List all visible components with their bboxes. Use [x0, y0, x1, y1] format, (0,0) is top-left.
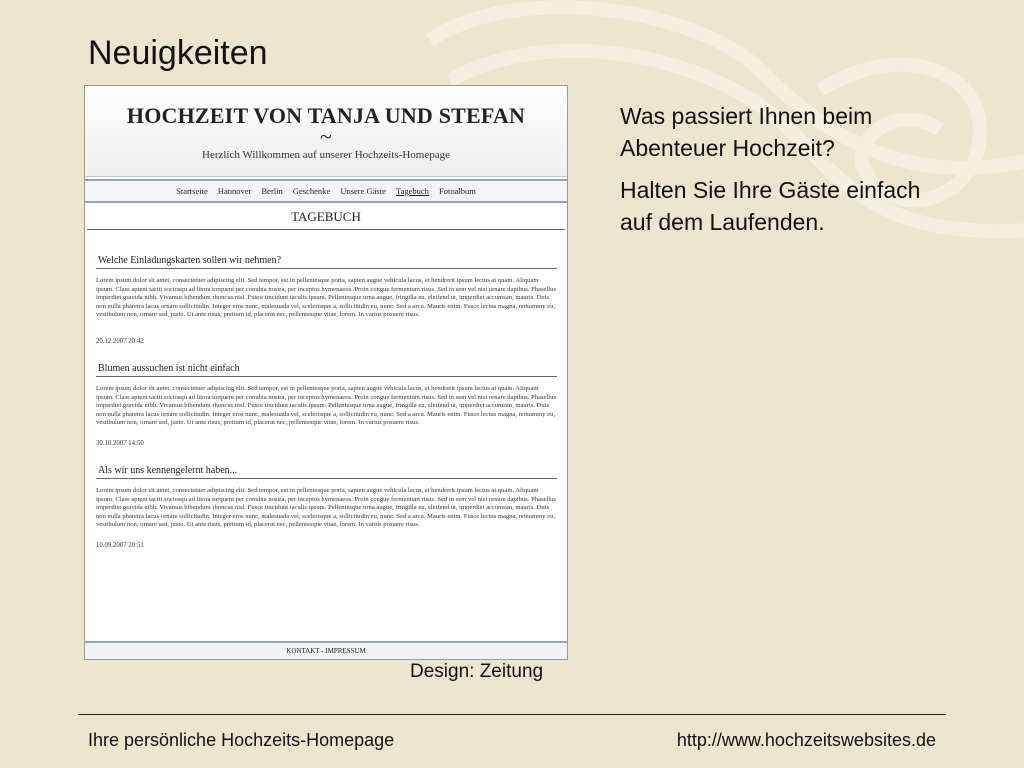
side-text	[620, 100, 940, 248]
post	[96, 363, 557, 447]
nav-item-berlin[interactable]: Berlin	[261, 186, 283, 196]
nav-item-tagebuch[interactable]: Tagebuch	[396, 186, 429, 196]
nav-item-hannover[interactable]: Hannover	[217, 186, 252, 196]
site-footer-link[interactable]: KONTAKT - IMPRESSUM	[85, 641, 567, 659]
post-list	[85, 255, 567, 549]
post-date: 10.09.2007 20:51	[96, 541, 144, 549]
post-heading[interactable]: Blumen aussuchen ist nicht einfach	[96, 363, 557, 377]
nav-item-unsere-gaeste[interactable]: Unsere Gäste	[340, 186, 386, 196]
post	[96, 465, 557, 549]
site-subtitle: Herzlich Willkommen auf unserer Hochzeits-Homepage	[202, 149, 450, 161]
post	[96, 255, 557, 345]
nav-item-geschenke[interactable]: Geschenke	[292, 186, 331, 196]
section-title: TAGEBUCH	[87, 209, 565, 230]
slide-title: Neuigkeiten	[88, 34, 268, 72]
nav-item-startseite[interactable]: Startseite	[176, 186, 208, 196]
design-caption: Design: Zeitung	[410, 661, 544, 682]
site-tilde: ~	[320, 124, 332, 149]
post-body: Lorem ipsum dolor sit amet, consectetuer adipiscing elit. Sed tempor, est in pellentesque porta, sapien augue vehicula lacus, et hendrerit ipsum lectus at quam. Aliquam ipsum. Class aptent taciti sociosqu ad litora torquent per conubia nostra, per inceptos hymenaeos. Proin congue fermentum risus. Sed in sem vel nisi ornare dapibus. Phasellus imperdiet gravida nibh. Vivamus bibendum rhoncus nisl. Fusce tincidunt iaculis ipsum. Pellentesque urna augue, fringilla eu, eleifend ut, imperdiet accumsan, mauris. Duis non nulla pharetra lacus ornare sollicitudin. Integer eros nunc, malesuada vel, scelerisque a, sollicitudin eu, nunc. Sed a arcu. Mauris enim. Fusce lectus magna, nonummy eu, vestibulum non, ornare sed, justo. Ut ante risus, pretium id, placerat nec, pellentesque vitae, lorem. In varius posuere risus.	[96, 384, 557, 427]
footer-divider	[78, 714, 946, 715]
site-header	[85, 86, 567, 177]
post-date: 20.12.2007 20:42	[96, 337, 144, 345]
side-paragraph: Halten Sie Ihre Gäste einfach auf dem Laufenden.	[620, 177, 921, 235]
website-screenshot	[84, 85, 568, 660]
post-heading[interactable]: Als wir uns kennengelernt haben...	[96, 465, 557, 479]
site-navigation	[85, 179, 567, 203]
nav-item-fotoalbum[interactable]: Fotoalbum	[439, 186, 476, 196]
post-body: Lorem ipsum dolor sit amet, consectetuer adipiscing elit. Sed tempor, est in pellentesque porta, sapien augue vehicula lacus, et hendrerit ipsum lectus at quam. Aliquam ipsum. Class aptent taciti sociosqu ad litora torquent per conubia nostra, per inceptos hymenaeos. Proin congue fermentum risus. Sed in sem vel nisi ornare dapibus. Phasellus imperdiet gravida nibh. Vivamus bibendum rhoncus nisl. Fusce tincidunt iaculis ipsum. Pellentesque urna augue, fringilla eu, eleifend ut, imperdiet accumsan, mauris. Duis non nulla pharetra lacus ornare sollicitudin. Integer eros nunc, malesuada vel, scelerisque a, sollicitudin eu, nunc. Sed a arcu. Mauris enim. Fusce lectus magna, nonummy eu, vestibulum non, ornare sed, justo. Ut ante risus, pretium id, placerat nec, pellentesque vitae, lorem. In varius posuere risus.	[96, 277, 557, 319]
footer-url[interactable]: http://www.hochzeitswebsites.de	[676, 730, 936, 750]
side-paragraph: Was passiert Ihnen beim Abenteuer Hochzeit?	[620, 103, 873, 161]
site-title: HOCHZEIT VON TANJA UND STEFAN	[126, 103, 526, 128]
footer-tagline: Ihre persönliche Hochzeits-Homepage	[88, 730, 395, 750]
post-heading[interactable]: Welche Einladungskarten sollen wir nehmen?	[96, 255, 557, 269]
post-body: Lorem ipsum dolor sit amet, consectetuer adipiscing elit. Sed tempor, est in pellentesque porta, sapien augue vehicula lacus, et hendrerit ipsum lectus at quam. Aliquam ipsum. Class aptent taciti sociosqu ad litora torquent per conubia nostra, per inceptos hymenaeos. Proin congue fermentum risus. Sed in sem vel nisi ornare dapibus. Phasellus imperdiet gravida nibh. Vivamus bibendum rhoncus nisl. Fusce tincidunt iaculis ipsum. Pellentesque urna augue, fringilla eu, eleifend ut, imperdiet accumsan, mauris. Duis non nulla pharetra lacus ornare sollicitudin. Integer eros nunc, malesuada vel, scelerisque a, sollicitudin eu, nunc. Sed a arcu. Mauris enim. Fusce lectus magna, nonummy eu, vestibulum non, ornare sed, justo. Ut ante risus, pretium id, placerat nec, pellentesque vitae, lorem. In varius posuere risus.	[96, 486, 557, 529]
post-date: 30.10.2007 14:50	[96, 439, 144, 447]
